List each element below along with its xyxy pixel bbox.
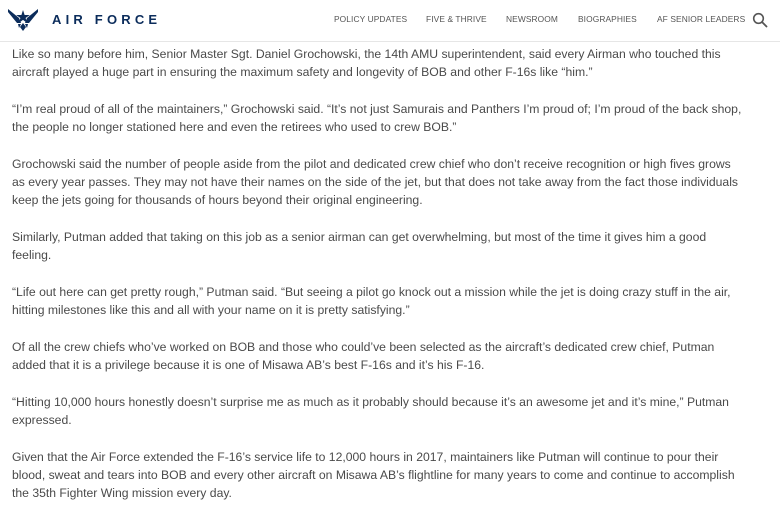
article-paragraph: “Life out here can get pretty rough,” Putman said. “But seeing a pilot go knock out a mission while the jet is doing crazy stuff in the air, hitting milestones like this and all with your name on it is pretty satisfying.” <box>12 284 731 318</box>
site-header <box>0 0 780 42</box>
article-paragraph: Of all the crew chiefs who’ve worked on BOB and those who could’ve been selected as the aircraft’s dedicated crew chief, Putman added that it is a privilege because it is one of Misawa AB’s best F-16s and it’s his F-16. <box>12 339 715 373</box>
article-paragraph: Like so many before him, Senior Master Sgt. Daniel Grochowski, the 14th AMU superintendent, said every Airman who touched this aircraft played a huge part in ensuring the maximum safety and longevity of BOB and other F-16s like “him.” <box>12 47 721 80</box>
article-paragraph: Similarly, Putman added that taking on this job as a senior airman can get overwhelming, but most of the time it gives him a good feeling. <box>12 229 707 263</box>
article-paragraph: Given that the Air Force extended the F-16’s service life to 12,000 hours in 2017, maintainers like Putman will continue to pour their blood, sweat and tears into BOB and every other aircraft on Misawa AB’s flightline for many years to come and continue to accomplish the 35th Fighter Wing mission every day. <box>12 449 735 501</box>
nav-item-biographies[interactable]: BIOGRAPHIES <box>578 14 637 24</box>
article-body <box>12 44 742 521</box>
nav-item-af-senior-leaders[interactable]: AF SENIOR LEADERS <box>657 14 746 24</box>
search-icon[interactable] <box>752 12 768 28</box>
nav-item-policy-updates[interactable]: POLICY UPDATES <box>334 14 408 24</box>
main-nav <box>0 11 780 28</box>
article-paragraph: “Hitting 10,000 hours honestly doesn’t surprise me as much as it probably should because it’s an awesome jet and it’s mine,” Putman expressed. <box>12 394 729 427</box>
nav-item-newsroom[interactable]: NEWSROOM <box>506 14 558 24</box>
logo-wordmark: AIR FORCE <box>52 11 162 27</box>
article-paragraph: Grochowski said the number of people aside from the pilot and dedicated crew chief who don’t receive recognition or high fives grows as every year passes. They may not have their names on the side of the jet, but that does not take away from the fact those individuals keep the jets going for thousands of hours beyond their original engineering. <box>12 156 739 208</box>
article-paragraph: “I’m real proud of all of the maintainers,” Grochowski said. “It’s not just Samurais and Panthers I’m proud of; I’m proud of the back shop, the people no longer stationed here and even the retirees who used to crew BOB.” <box>12 101 742 135</box>
nav-item-five-and-thrive[interactable]: FIVE & THRIVE <box>426 14 487 24</box>
